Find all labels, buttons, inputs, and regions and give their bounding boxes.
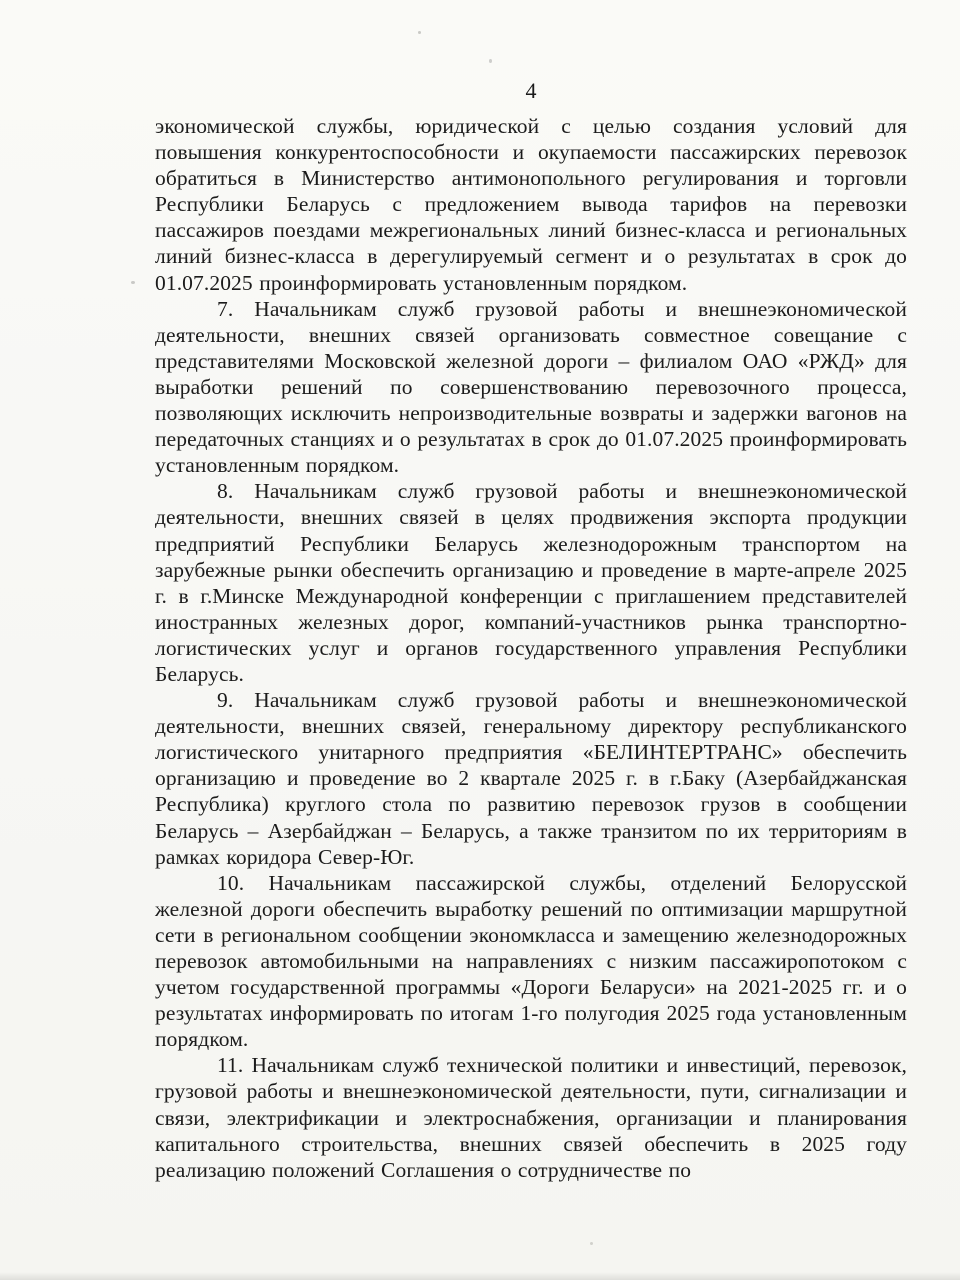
scan-speckle [590,1242,593,1245]
paragraph-item-10: 10. Начальникам пассажирской службы, отделений Белорусской железной дороги обеспечить выработку решений по оптимизации маршрутной сети в региональном сообщении экономкласса и замещению железнодорожных перевозок автомобильными на направлениях с низким пассажиропотоком с учетом государственной программы «Дороги Беларуси» на 2021-2025 гг. и о результатах информировать по итогам 1-го полугодия 2025 года установленным порядком. [155,870,907,1052]
document-text-block [155,78,907,1183]
paragraph-item-8: 8. Начальникам служб грузовой работы и внешнеэкономической деятельности, внешних связей в целях продвижения экспорта продукции предприятий Республики Беларусь железнодорожным транспортом на зарубежные рынки обеспечить организацию и проведение в марте-апреле 2025 г. в г.Минске Международной конференции с приглашением представителей иностранных железных дорог, компаний-участников рынка транспортно-логистических услуг и органов государственного управления Республики Беларусь. [155,479,907,686]
scan-speckle [489,59,492,63]
paragraph-item-7: 7. Начальникам служб грузовой работы и внешнеэкономической деятельности, внешних связей организовать совместное совещание с представителями Московской железной дороги – филиалом ОАО «РЖД» для выработки решений по совершенствованию перевозочного процесса, позволяющих исключить непроизводительные возвраты и задержки вагонов на передаточных станциях и о результатах в срок до 01.07.2025 проинформировать установленным порядком. [155,296,907,478]
scan-speckle [418,31,421,34]
paragraph-item-11: 11. Начальникам служб технической политики и инвестиций, перевозок, грузовой работы и внешнеэкономической деятельности, пути, сигнализации и связи, электрификации и электроснабжения, организации и планирования капитального строительства, внешних связей обеспечить в 2025 году реализацию положений Соглашения о сотрудничестве по [155,1053,907,1182]
page-number: 4 [525,78,537,103]
scan-speckle [131,281,135,284]
scan-bottom-edge-shadow [0,1272,960,1280]
paragraph-continuation: экономической службы, юридической с целью создания условий для повышения конкурентоспособности и окупаемости пассажирских перевозок обратиться в Министерство антимонопольного регулирования и торговли Республики Беларусь с предложением вывода тарифов на перевозки пассажиров поездами межрегиональных линий бизнес-класса и региональных линий бизнес-класса в дерегулируемый сегмент и о результатах в срок до 01.07.2025 проинформировать установленным порядком. [155,114,907,295]
paragraph-item-9: 9. Начальникам служб грузовой работы и внешнеэкономической деятельности, внешних связей, генеральному директору республиканского логистического унитарного предприятия «БЕЛИНТЕРТРАНС» обеспечить организацию и проведение во 2 квартале 2025 г. в г.Баку (Азербайджанская Республика) круглого стола по развитию перевозок грузов в сообщении Беларусь – Азербайджан – Беларусь, а также транзитом по их территориям в рамках коридора Север-Юг. [155,688,907,869]
